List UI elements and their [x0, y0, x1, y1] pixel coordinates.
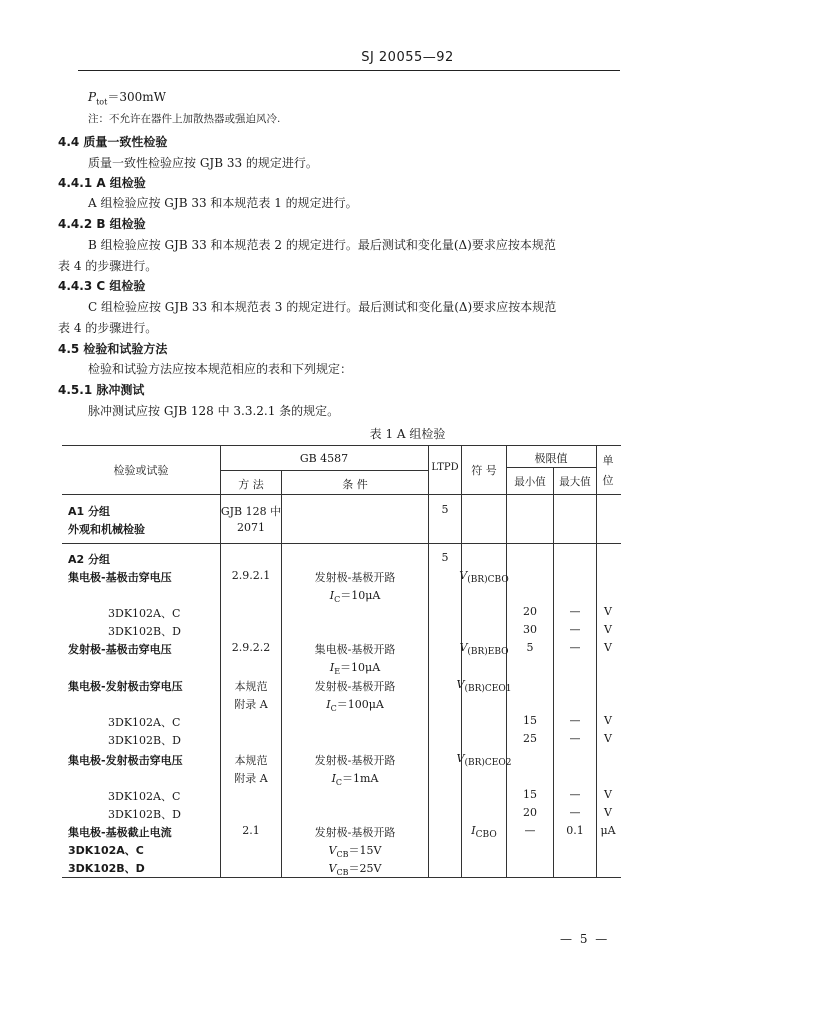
r5-max: 0.1 [566, 824, 584, 837]
r3-test: 集电极-发射极击穿电压 [68, 680, 183, 693]
r4-condition-2-symbol: I [331, 772, 336, 785]
page-number: — 5 — [560, 932, 610, 946]
r2-condition-2-sub: E [334, 667, 341, 677]
col-rule-3 [428, 445, 429, 877]
limits-sub-rule [506, 467, 596, 468]
r1-b-max: — [569, 623, 581, 636]
r5-a-condition-symbol: V [328, 844, 337, 857]
header-unit-2: 位 [602, 474, 614, 487]
r1-symbol-sub: (BR)CBO [467, 575, 509, 586]
section-4-5-1-title: 4.5.1 脉冲测试 [58, 383, 145, 397]
r3-b-max: — [569, 732, 581, 745]
ptot-sub: tot [96, 97, 108, 107]
header-condition: 条 件 [342, 478, 368, 491]
r2-test: 发射极-基极击穿电压 [68, 643, 172, 656]
r1-a-device: 3DK102A、C [108, 607, 181, 620]
r2-condition-2-value: ＝10μA [340, 661, 381, 674]
r4-method-1: 本规范 [234, 754, 268, 767]
r2-unit: V [604, 641, 612, 654]
r3-a-max: — [569, 714, 581, 727]
r5-min: — [524, 824, 536, 837]
r3-a-unit: V [604, 714, 612, 727]
r3-condition-2-symbol: I [326, 698, 331, 711]
r3-symbol [457, 678, 512, 694]
header-gb: GB 4587 [299, 452, 349, 465]
section-4-4-1-title: 4.4.1 A 组检验 [58, 176, 146, 190]
r1-condition-2 [330, 587, 381, 604]
r5-b-condition [329, 860, 382, 877]
r3-b-unit: V [604, 732, 612, 745]
table-caption: 表 1 A 组检验 [369, 427, 446, 441]
r5-method: 2.1 [242, 824, 260, 837]
col-rule-1 [220, 445, 221, 877]
r4-symbol [457, 752, 512, 768]
r5-a-condition-value: ＝15V [348, 844, 382, 857]
ptot-value: ＝300mW [107, 90, 166, 104]
r5-a-condition [329, 842, 382, 859]
r2-min: 5 [526, 641, 534, 654]
section-4-4-2-title: 4.4.2 B 组检验 [58, 217, 146, 231]
col-rule-6 [553, 467, 554, 877]
r4-condition-1: 发射极-基极开路 [314, 754, 396, 767]
ptot-symbol: P [88, 90, 97, 104]
r4-symbol-sub: (BR)CEO2 [464, 758, 512, 769]
header-method: 方 法 [238, 478, 264, 491]
r2-condition-2 [330, 659, 380, 676]
r5-symbol-sub: CBO [475, 830, 497, 841]
header-unit-1: 单 [602, 454, 614, 467]
header-symbol: 符 号 [471, 464, 497, 477]
r4-condition-2 [332, 770, 379, 787]
r3-condition-1: 发射极-基极开路 [314, 680, 396, 693]
r5-a-device: 3DK102A、C [68, 844, 144, 857]
a1-test: 外观和机械检验 [68, 523, 145, 536]
r1-a-unit: V [604, 605, 612, 618]
r1-a-max: — [569, 605, 581, 618]
r3-a-device: 3DK102A、C [108, 716, 181, 729]
header-test: 检验或试验 [113, 464, 169, 477]
r2-method: 2.9.2.2 [231, 641, 271, 654]
r2-symbol-sub: (BR)EBO [467, 647, 509, 658]
r3-method-1: 本规范 [234, 680, 268, 693]
r2-symbol [459, 641, 508, 657]
r5-symbol-letter: I [471, 824, 476, 837]
table-bottom-rule [62, 877, 621, 878]
header-limits: 极限值 [534, 452, 568, 465]
r3-symbol-letter: V [456, 678, 465, 691]
r4-method-2: 附录 A [234, 772, 268, 785]
r1-method: 2.9.2.1 [231, 569, 271, 582]
a1-method-2: 2071 [237, 521, 265, 534]
a1-ltpd: 5 [441, 503, 449, 516]
gb-sub-rule [220, 470, 428, 471]
r1-condition-1: 发射极-基极开路 [314, 571, 396, 584]
r5-b-condition-sub: CB [336, 868, 349, 878]
section-4-4-3-title: 4.4.3 C 组检验 [58, 279, 146, 293]
r5-b-device: 3DK102B、D [68, 862, 145, 875]
section-4-4-3-text-1: C 组检验应按 GJB 33 和本规范表 3 的规定进行。最后测试和变化量(Δ)要求应按本规范 [88, 300, 557, 314]
r5-b-condition-symbol: V [328, 862, 337, 875]
col-rule-2 [281, 470, 282, 877]
a1-method-1: GJB 128 中 [220, 505, 282, 518]
r4-symbol-letter: V [456, 752, 465, 765]
r5-unit: μA [600, 824, 616, 837]
a2-ltpd: 5 [441, 551, 449, 564]
r3-condition-2-sub: C [330, 704, 337, 714]
r4-a-device: 3DK102A、C [108, 790, 181, 803]
r4-a-max: — [569, 788, 581, 801]
r1-symbol [459, 569, 508, 585]
col-rule-7 [596, 445, 597, 877]
r3-symbol-sub: (BR)CEO1 [464, 684, 512, 695]
r4-b-unit: V [604, 806, 612, 819]
header-ltpd: LTPD [431, 462, 459, 473]
col-rule-5 [506, 445, 507, 877]
r4-a-unit: V [604, 788, 612, 801]
r2-symbol-letter: V [459, 641, 468, 654]
r3-b-device: 3DK102B、D [108, 734, 181, 747]
r1-test: 集电极-基极击穿电压 [68, 571, 172, 584]
r1-condition-2-symbol: I [329, 589, 335, 602]
section-4-4-3-text-2: 表 4 的步骤进行。 [58, 321, 158, 335]
r1-b-unit: V [604, 623, 612, 636]
a2-group-label: A2 分组 [68, 553, 110, 566]
section-4-5-title: 4.5 检验和试验方法 [58, 342, 168, 356]
r1-symbol-letter: V [459, 569, 468, 582]
r3-method-2: 附录 A [234, 698, 268, 711]
header-max: 最大值 [559, 476, 591, 488]
section-4-5-text: 检验和试验方法应按本规范相应的表和下列规定： [88, 362, 353, 376]
a1-bottom-rule [62, 543, 621, 544]
r5-symbol [471, 824, 496, 840]
r2-condition-2-symbol: I [329, 661, 335, 674]
r1-b-min: 30 [523, 623, 537, 636]
r2-condition-1: 集电极-基极开路 [314, 643, 396, 656]
header-rule [78, 70, 620, 71]
section-4-4-title: 4.4 质量一致性检验 [58, 135, 168, 149]
r1-condition-2-sub: C [334, 595, 341, 605]
table-top-rule [62, 445, 621, 446]
r3-condition-2 [326, 696, 384, 713]
r4-b-min: 20 [523, 806, 537, 819]
r4-condition-2-value: ＝1mA [342, 772, 379, 785]
r4-test: 集电极-发射极击穿电压 [68, 754, 183, 767]
r1-b-device: 3DK102B、D [108, 625, 181, 638]
section-4-5-1-text: 脉冲测试应按 GJB 128 中 3.3.2.1 条的规定。 [88, 404, 340, 418]
r5-a-condition-sub: CB [336, 850, 349, 860]
document-number: SJ 20055—92 [361, 50, 454, 65]
r3-condition-2-value: ＝100μA [336, 698, 384, 711]
a1-group-label: A1 分组 [68, 505, 110, 518]
section-4-4-1-text: A 组检验应按 GJB 33 和本规范表 1 的规定进行。 [88, 196, 358, 210]
r5-b-condition-value: ＝25V [348, 862, 382, 875]
r5-condition-1: 发射极-基极开路 [314, 826, 396, 839]
r4-a-min: 15 [523, 788, 537, 801]
section-4-4-text: 质量一致性检验应按 GJB 33 的规定进行。 [88, 156, 318, 170]
header-bottom-rule [62, 494, 621, 495]
r1-condition-2-value: ＝10μA [340, 589, 381, 602]
r4-b-max: — [569, 806, 581, 819]
r5-test: 集电极-基极截止电流 [68, 826, 172, 839]
r2-max: — [569, 641, 581, 654]
col-rule-4 [461, 445, 462, 877]
r1-a-min: 20 [523, 605, 537, 618]
note: 注：不允许在器件上加散热器或强迫风冷. [88, 113, 281, 125]
section-4-4-2-text-1: B 组检验应按 GJB 33 和本规范表 2 的规定进行。最后测试和变化量(Δ)要求应按本规范 [88, 238, 556, 252]
r4-condition-2-sub: C [335, 778, 343, 788]
section-4-4-2-text-2: 表 4 的步骤进行。 [58, 259, 158, 273]
r4-b-device: 3DK102B、D [108, 808, 181, 821]
r3-b-min: 25 [523, 732, 537, 745]
header-min: 最小值 [514, 476, 546, 488]
r3-a-min: 15 [523, 714, 537, 727]
ptot-line [88, 88, 166, 106]
